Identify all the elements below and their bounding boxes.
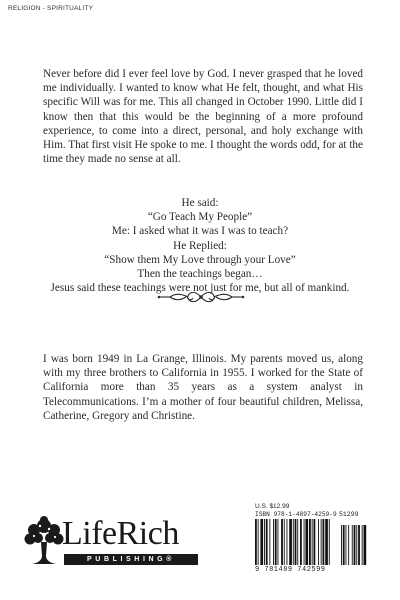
barcode-addon-bar	[352, 525, 353, 565]
barcode-addon-bar	[364, 525, 367, 565]
barcode-bar	[300, 519, 302, 565]
barcode-bar	[269, 519, 270, 565]
publisher-logo	[22, 512, 197, 574]
barcode-bar	[281, 519, 283, 565]
barcode-bar	[289, 519, 292, 565]
barcode-bar	[255, 519, 257, 565]
isbn-label: ISBN 978-1-4897-4259-9	[255, 511, 337, 518]
ornament-divider-icon	[156, 290, 246, 304]
barcode-bar	[312, 519, 313, 565]
dialogue-line: “Go Teach My People”	[147, 211, 253, 224]
publisher-name: LifeRich	[62, 515, 179, 552]
barcode-bar	[260, 519, 263, 565]
barcode-addon-bar	[343, 525, 345, 565]
barcode-bar	[309, 519, 311, 565]
barcode-addon-bar	[362, 525, 363, 565]
barcode-bar	[304, 519, 305, 565]
dialogue-line: He Replied:	[173, 239, 227, 252]
barcode-bar	[314, 519, 316, 565]
dialogue-line: He said:	[181, 197, 219, 209]
tree-icon	[22, 512, 66, 570]
dialogue-line: Jesus said these teachings were not just for me, but all of mankind.	[50, 282, 350, 295]
barcode-bar	[273, 519, 274, 565]
barcode-addon-bar	[346, 525, 347, 565]
barcode-addon-bar	[341, 525, 342, 565]
barcode-block	[253, 503, 373, 575]
barcode-bar	[293, 519, 294, 565]
category-label: RELIGION - SPIRITUALITY	[8, 5, 94, 12]
barcode-bar	[284, 519, 285, 565]
barcode-bar	[275, 519, 277, 565]
barcode-bar	[323, 519, 325, 565]
barcode-digits: 9 781489 742599	[255, 566, 326, 574]
barcode-addon-number: 51299	[339, 511, 359, 518]
barcode-bar	[329, 519, 330, 565]
intro-paragraph: Never before did I ever feel love by God. I never grasped that he loved me individually. I wanted to know what He felt, thought, and what His specific Will was for me. This all changed in October 1990. Little did I know then that this would be the beginning of a more profound experience, to come into a direct, personal, and holy exchange with Him. That first visit He spoke to me. I thought the words odd, for at the time they made no sense at all.	[43, 68, 363, 166]
barcode-addon-bar	[354, 525, 356, 565]
barcode-bar	[287, 519, 288, 565]
dialogue-line: Me: I asked what it was I was to teach?	[111, 225, 289, 238]
barcode-bar	[325, 519, 328, 565]
dialogue-line: Then the teachings began…	[137, 268, 263, 281]
barcode-bar	[297, 519, 298, 565]
barcode-bar	[305, 519, 308, 565]
barcode-bar	[278, 519, 279, 565]
publisher-subtitle: PUBLISHING®	[64, 554, 198, 565]
barcode-bar	[295, 519, 297, 565]
barcode-bar	[321, 519, 322, 565]
dialogue-line: “Show them My Love through your Love”	[104, 253, 296, 266]
bio-paragraph: I was born 1949 in La Grange, Illinois. My parents moved us, along with my three brothers to California in 1955. I worked for the State of California more than 35 years as a system analyst in Telecommunications. I’m a mother of four beautiful children, Melissa, Catherine, Gregory and Christine.	[43, 353, 363, 422]
dialogue-block	[30, 196, 370, 295]
barcode-bar	[258, 519, 259, 565]
barcode-bar	[266, 519, 268, 565]
barcode-icon	[253, 519, 373, 567]
barcode-addon-bar	[356, 525, 357, 565]
barcode-addon-bar	[358, 525, 360, 565]
barcode-addon-bar	[348, 525, 349, 565]
barcode-bar	[264, 519, 265, 565]
price-label: U.S. $12.99	[255, 503, 290, 510]
barcode-bar	[318, 519, 319, 565]
